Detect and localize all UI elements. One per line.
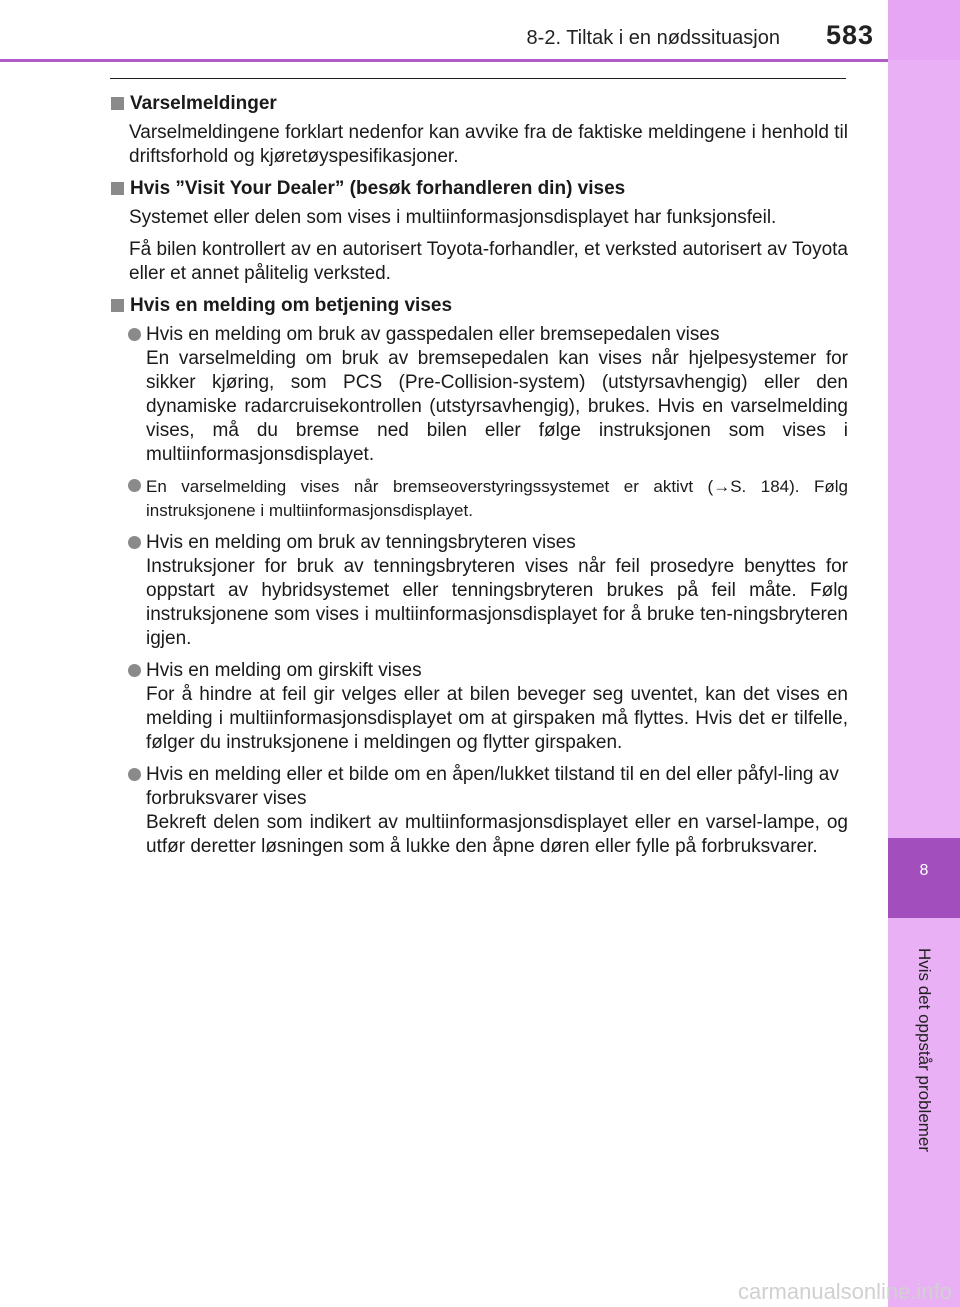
side-tab-top bbox=[888, 0, 960, 60]
list-item-title: Hvis en melding om bruk av gasspedalen eller bremsepedalen vises bbox=[146, 324, 720, 345]
square-bullet-icon bbox=[111, 97, 124, 110]
list-item-body: En varselmelding vises når bremseoverstyringssystemet er aktivt (→S. 184). Følg instruksjonene i multiinformasjonsdisplayet. bbox=[146, 477, 848, 520]
paragraph: Få bilen kontrollert av en autorisert Toyota-forhandler, et verksted autorisert av Toyota eller et annet pålitelig verksted. bbox=[129, 239, 848, 284]
page-header bbox=[0, 0, 888, 62]
section-heading-text: Varselmeldinger bbox=[130, 93, 277, 114]
list-item-body: For å hindre at feil gir velges eller at bilen beveger seg uventet, kan det vises en melding i multiinformasjonsdisplayet om at girspaken må flyttes. Hvis det er tilfelle, følger du instruksjonene i meldingen og flytter girspaken. bbox=[146, 684, 848, 753]
section-heading bbox=[110, 177, 848, 201]
section-heading-text: Hvis en melding om betjening vises bbox=[130, 295, 453, 316]
paragraph: Varselmeldingene forklart nedenfor kan avvike fra de faktiske meldingene i henhold til driftsforhold og kjøretøyspesifikasjoner. bbox=[129, 122, 848, 167]
round-bullet-icon bbox=[128, 664, 141, 677]
chapter-path: 8-2. Tiltak i en nødssituasjon bbox=[526, 27, 780, 49]
round-bullet-icon bbox=[128, 768, 141, 781]
round-bullet-icon bbox=[128, 328, 141, 341]
watermark: carmanualsonline.info bbox=[737, 1279, 952, 1304]
page-number: 583 bbox=[825, 20, 874, 50]
content-top-rule bbox=[110, 78, 846, 79]
list-item bbox=[110, 659, 848, 755]
list-item bbox=[110, 323, 848, 467]
list-item-body: Bekreft delen som indikert av multiinformasjonsdisplayet eller en varsel-lampe, og utfør deretter løsningen som å lukke den åpne døren eller fylle på forbruksvarer. bbox=[146, 812, 848, 857]
list-item-body: En varselmelding om bruk av bremsepedalen kan vises når hjelpesystemer for sikker kjøring, som PCS (Pre-Collision-system) (utstyrsavhengig) eller den dynamiske radarcruisekontrollen (utstyrsavhengig), brukes. Hvis en varselmelding vises, må du bremse ned bilen eller følge instruksjonen som vises i multiinformasjonsdisplayet. bbox=[146, 348, 848, 465]
paragraph: Systemet eller delen som vises i multiinformasjonsdisplayet har funksjonsfeil. bbox=[129, 207, 777, 228]
section-heading bbox=[110, 294, 848, 318]
page-content bbox=[110, 88, 848, 867]
chapter-number: 8 bbox=[919, 862, 929, 879]
list-item-title: Hvis en melding om girskift vises bbox=[146, 660, 422, 681]
chapter-side-tab bbox=[888, 0, 960, 1307]
list-item bbox=[110, 763, 848, 859]
list-item-body: Instruksjoner for bruk av tenningsbryteren vises når feil prosedyre benyttes for oppstart av hybridsystemet eller tenningsbryteren brukes på feil måte. Følg instruksjonene som vises i multiinformasjonsdisplayet for å bruke ten-ningsbryteren igjen. bbox=[146, 556, 848, 649]
round-bullet-icon bbox=[128, 536, 141, 549]
round-bullet-icon bbox=[128, 479, 141, 492]
list-item-title: Hvis en melding om bruk av tenningsbryteren vises bbox=[146, 532, 576, 553]
list-item-title: Hvis en melding eller et bilde om en åpen/lukket tilstand til en del eller påfyl-ling av forbruksvarer vises bbox=[146, 764, 839, 809]
square-bullet-icon bbox=[111, 182, 124, 195]
list-item bbox=[110, 475, 848, 523]
chapter-title: Hvis det oppstår problemer bbox=[915, 947, 934, 1153]
section-heading-text: Hvis ”Visit Your Dealer” (besøk forhandleren din) vises bbox=[130, 178, 626, 199]
list-item bbox=[110, 531, 848, 651]
square-bullet-icon bbox=[111, 299, 124, 312]
header-divider bbox=[0, 59, 888, 62]
section-heading bbox=[110, 92, 848, 116]
